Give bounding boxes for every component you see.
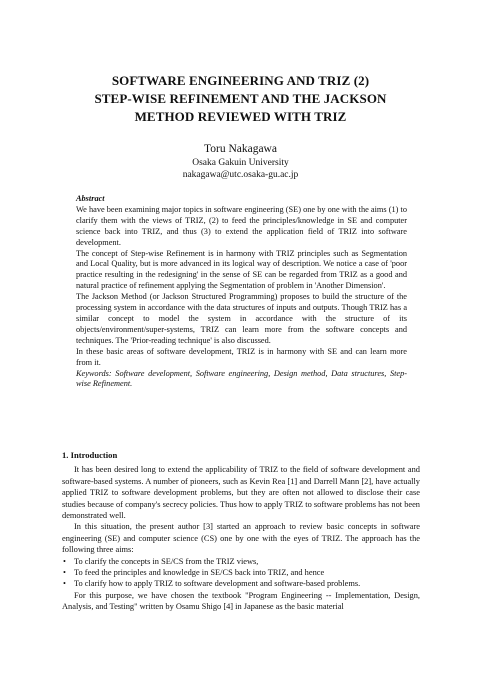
list-item-text: To clarify the concepts in SE/CS from the TRIZ views,	[74, 556, 259, 566]
abstract-paragraph-3: The Jackson Method (or Jackson Structured Programming) proposes to build the structure of the processing system in accordance with the data structures of inputs and outputs. Though TRIZ has a similar concept to model the system in accordance with the structure of its objects/environment/super-systems, TRIZ can learn more from the software concepts and techniques. The 'Prior-reading technique' is also discussed.	[76, 292, 407, 345]
list-item-text: To feed the principles and knowledge in SE/CS back into TRIZ, and hence	[74, 568, 325, 578]
intro-paragraph-2: In this situation, the present author [3] started an approach to review basic concepts in software engineering (SE) and computer science (CS) one by one with the eyes of TRIZ. The approach has the following three aims:	[62, 522, 420, 555]
abstract-paragraph-4: In these basic areas of software development, TRIZ is in harmony with SE and can learn more from it.	[76, 346, 407, 367]
author-name: Toru Nakagawa	[204, 143, 277, 155]
intro-paragraph-1: It has been desired long to extend the applicability of TRIZ to the field of software development and software-based systems. A number of pioneers, such as Kevin Rea [1] and Darrell Mann [2], have actually applied TRIZ to software development problems, but they are often not allowed to disclose their case studies because of company's secrecy policies. Thus how to apply TRIZ to software problems has not been demonstrated well.	[62, 465, 420, 521]
author-block	[100, 141, 381, 181]
keywords-text: Software development, Software engineering, Design method, Data structures, Step-wise Refinement.	[76, 368, 407, 389]
abstract-paragraph-1: We have been examining major topics in software engineering (SE) one by one with the aims (1) to clarify them with the views of TRIZ, (2) to feed the principles/knowledge in SE and computer science back into TRIZ, and thus (3) to extend the application field of TRIZ into software development.	[76, 204, 407, 247]
aims-list	[62, 556, 420, 590]
list-item	[62, 578, 420, 589]
list-item	[62, 567, 420, 578]
abstract	[76, 194, 407, 390]
list-item	[62, 556, 420, 567]
abstract-heading: Abstract	[76, 194, 105, 203]
list-item-text: To clarify how to apply TRIZ to software development and software-based problems.	[74, 579, 361, 589]
author-affiliation: Osaka Gakuin University	[192, 158, 289, 168]
introduction-section	[62, 450, 420, 613]
title-line-2: STEP-WISE REFINEMENT AND THE JACKSON	[94, 91, 387, 106]
title-line-3: METHOD REVIEWED WITH TRIZ	[134, 109, 347, 124]
intro-paragraph-3: For this purpose, we have chosen the textbook "Program Engineering -- Implementation, Design, Analysis, and Testing" written by Osamu Shigo [4] in Japanese as the basic material	[62, 590, 420, 612]
bullet-icon: •	[63, 568, 66, 578]
keywords-label: Keywords:	[76, 368, 112, 378]
bullet-icon: •	[63, 556, 66, 566]
paper-title	[60, 72, 421, 126]
bullet-icon: •	[63, 579, 66, 589]
section-heading: 1. Introduction	[62, 450, 118, 460]
abstract-paragraph-2: The concept of Step-wise Refinement is in harmony with TRIZ principles such as Segmentation and Local Quality, but is more advanced in its logical way of description. We notice a case of 'poor practice resulting in the redesigning' in the sense of SE can be regarded from TRIZ as a good and natural practice of refinement applying the Segmentation of problem in 'Another Dimension'.	[76, 248, 407, 291]
abstract-keywords	[76, 369, 407, 391]
author-email: nakagawa@utc.osaka-gu.ac.jp	[182, 170, 299, 180]
title-line-1: SOFTWARE ENGINEERING AND TRIZ (2)	[111, 73, 370, 88]
